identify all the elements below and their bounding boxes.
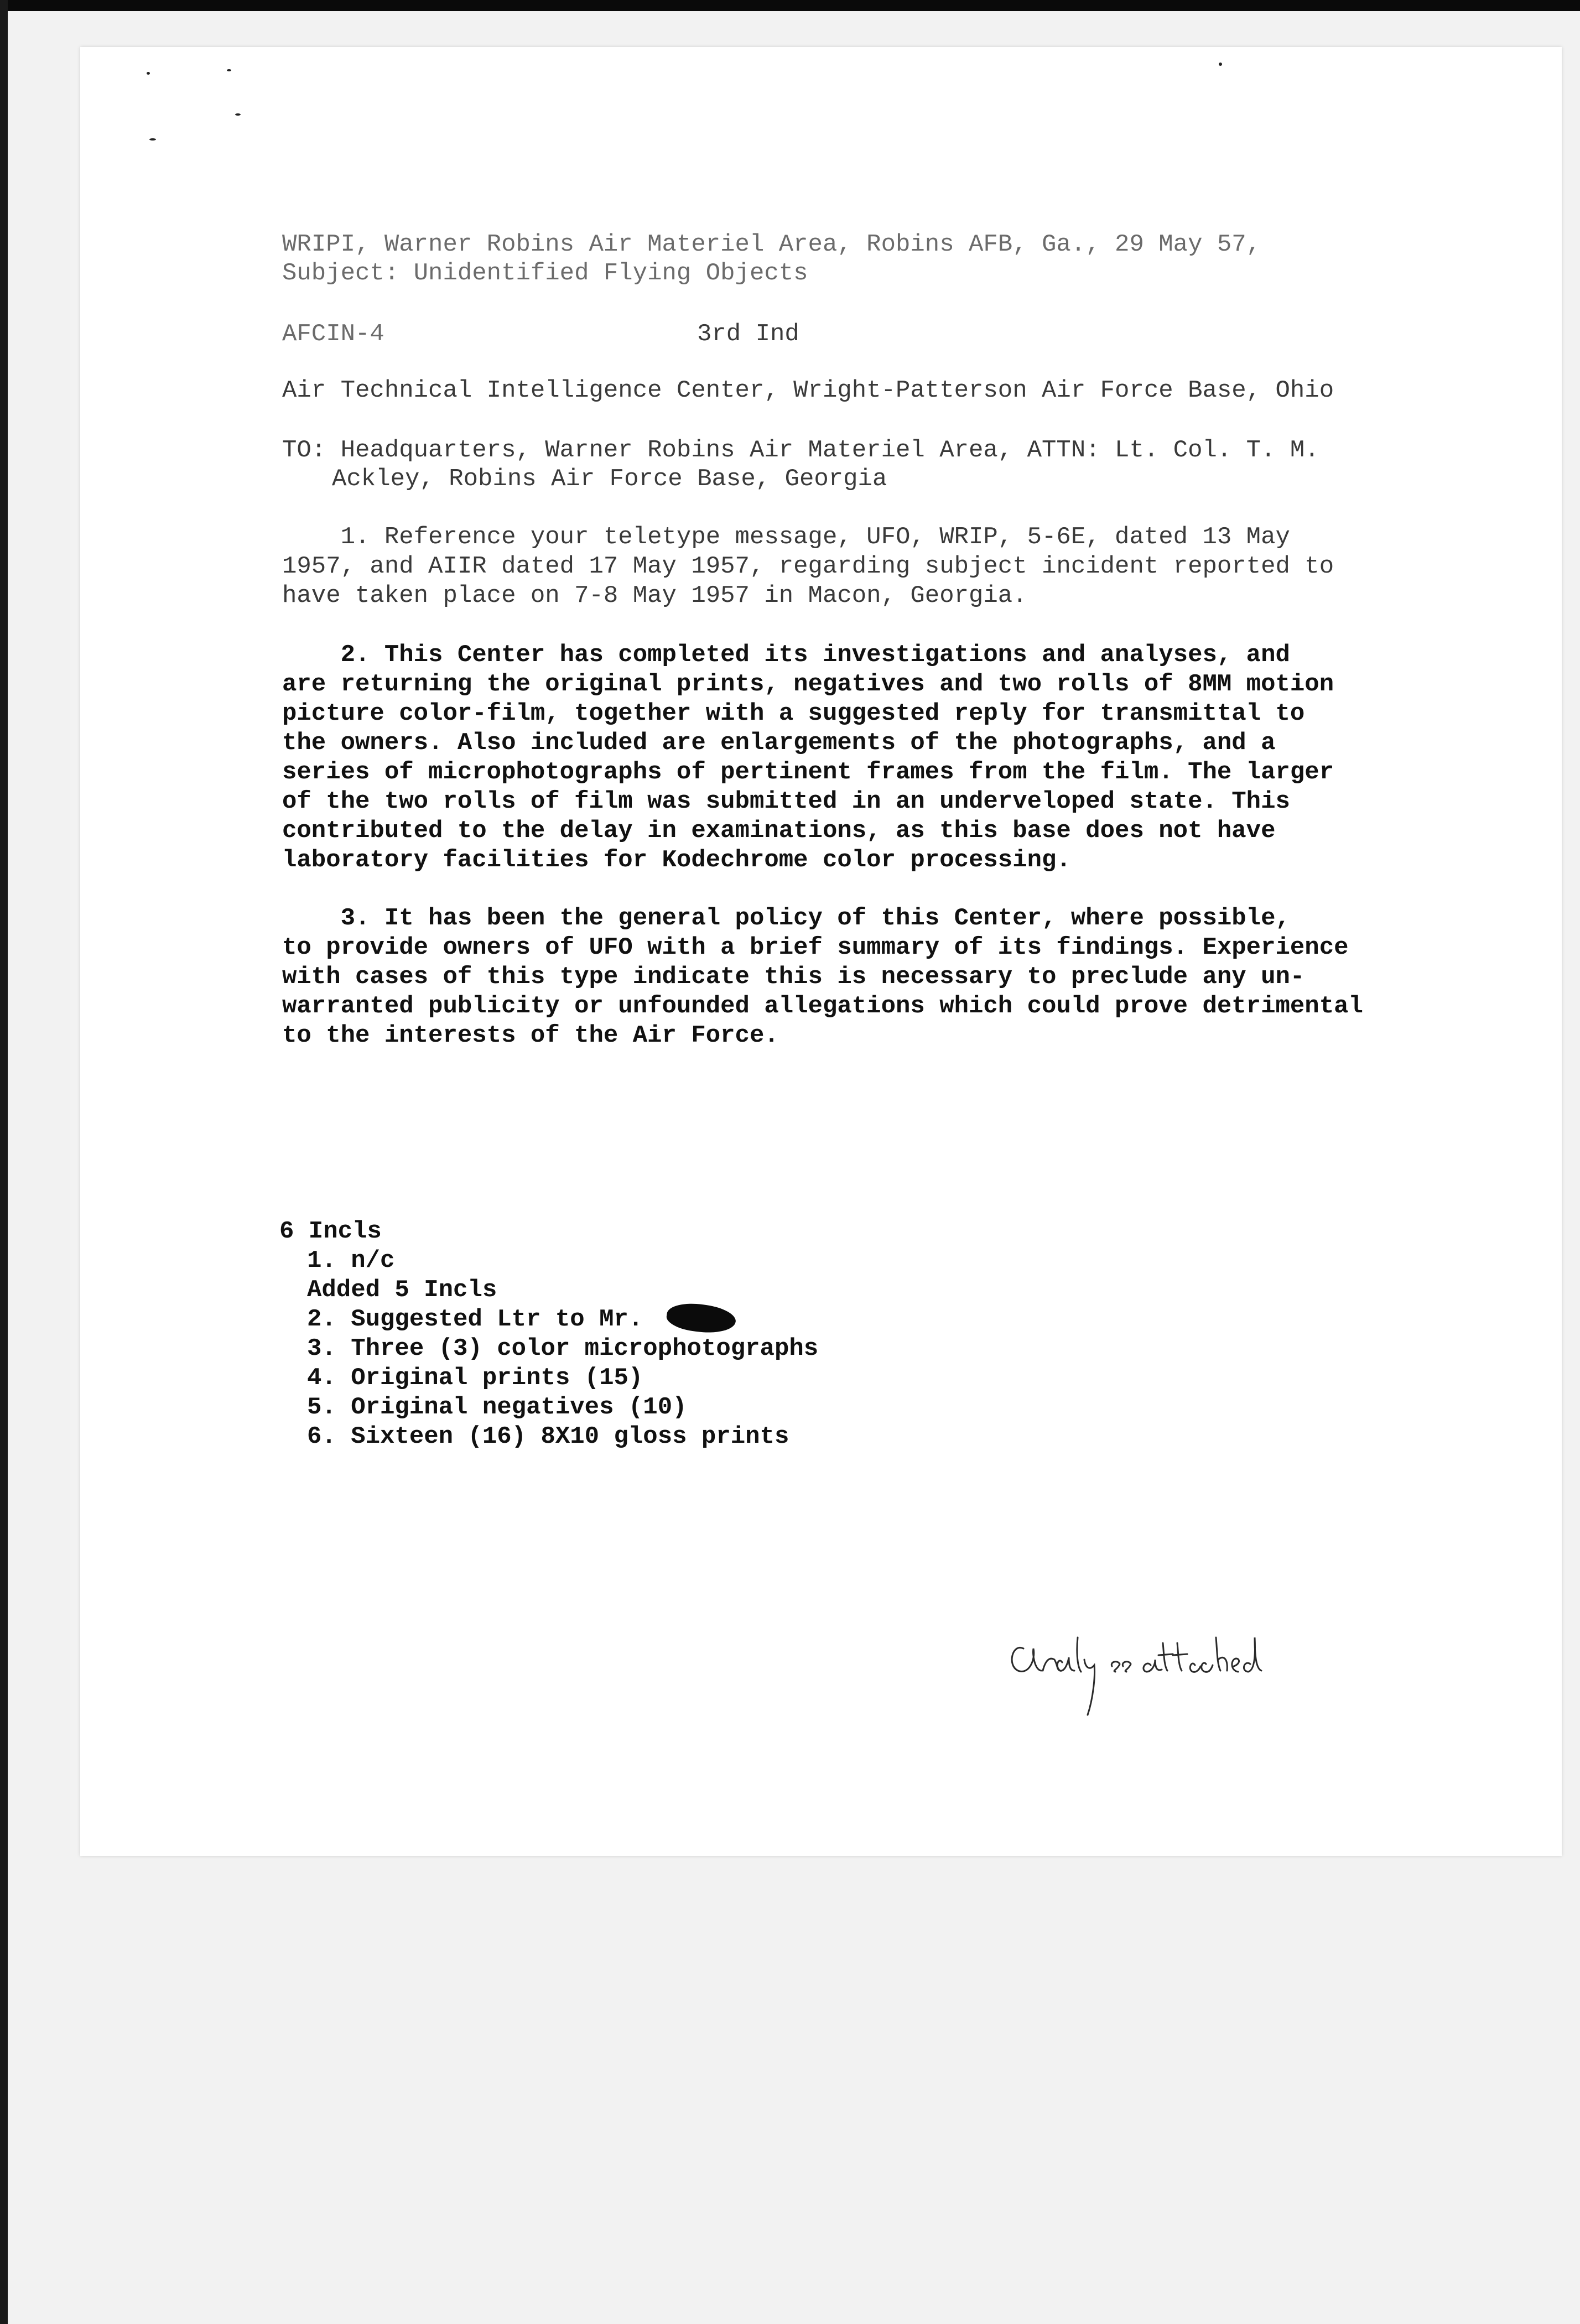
paragraph-2-line-5: series of microphotographs of pertinent frames from the film. The larger xyxy=(282,758,1334,786)
enclosure-item: 3. Three (3) color microphotographs xyxy=(307,1335,819,1363)
paragraph-1-line-1: 1. Reference your teletype message, UFO, WRIP, 5-6E, dated 13 May xyxy=(282,523,1290,551)
paragraph-3-line-3: with cases of this type indicate this is necessary to preclude any un- xyxy=(282,963,1305,991)
to-line-1: TO: Headquarters, Warner Robins Air Materiel Area, ATTN: Lt. Col. T. M. xyxy=(282,436,1319,464)
paragraph-3-line-5: to the interests of the Air Force. xyxy=(282,1022,779,1049)
scan-speck xyxy=(227,69,231,71)
paragraph-2-line-7: contributed to the delay in examinations, as this base does not have xyxy=(282,817,1276,845)
enclosure-item: 6. Sixteen (16) 8X10 gloss prints xyxy=(307,1423,789,1450)
scan-speck xyxy=(1219,63,1222,66)
scan-speck xyxy=(147,72,150,75)
paragraph-3-line-4: warranted publicity or unfounded allegations which could prove detrimental xyxy=(282,992,1363,1020)
from-line: Air Technical Intelligence Center, Wright-Patterson Air Force Base, Ohio xyxy=(282,377,1334,404)
paragraph-2-line-4: the owners. Also included are enlargements of the photographs, and a xyxy=(282,729,1276,757)
paragraph-3-line-1: 3. It has been the general policy of this Center, where possible, xyxy=(282,904,1290,932)
scan-left-edge xyxy=(0,0,8,2324)
enclosure-item: 1. n/c xyxy=(307,1247,395,1275)
paragraph-3-line-2: to provide owners of UFO with a brief summary of its findings. Experience xyxy=(282,934,1349,961)
enclosures-heading: 6 Incls xyxy=(279,1218,382,1245)
enclosure-item: 2. Suggested Ltr to Mr. xyxy=(307,1306,643,1333)
enclosure-item: Added 5 Incls xyxy=(307,1276,497,1304)
indorsement-label: 3rd Ind xyxy=(697,320,799,348)
paragraph-1-line-3: have taken place on 7-8 May 1957 in Macon, Georgia. xyxy=(282,582,1027,610)
paragraph-2-line-8: laboratory facilities for Kodechrome color processing. xyxy=(282,846,1071,874)
enclosure-item: 5. Original negatives (10) xyxy=(307,1394,687,1421)
reference-number: AFCIN-4 xyxy=(282,320,384,348)
paragraph-1-line-2: 1957, and AIIR dated 17 May 1957, regarding subject incident reported to xyxy=(282,553,1334,580)
handwritten-annotation xyxy=(1001,1604,1333,1737)
paragraph-2-line-1: 2. This Center has completed its investigations and analyses, and xyxy=(282,641,1290,669)
document-subject: Subject: Unidentified Flying Objects xyxy=(282,259,808,287)
paragraph-2-line-3: picture color-film, together with a suggested reply for transmittal to xyxy=(282,700,1305,727)
scan-top-edge xyxy=(0,0,1580,11)
paragraph-2-line-6: of the two rolls of film was submitted in an underveloped state. This xyxy=(282,788,1290,815)
paragraph-2-line-2: are returning the original prints, negatives and two rolls of 8MM motion xyxy=(282,670,1334,698)
scan-speck xyxy=(235,113,241,116)
to-line-2: Ackley, Robins Air Force Base, Georgia xyxy=(332,465,887,493)
document-header-line: WRIPI, Warner Robins Air Materiel Area, Robins AFB, Ga., 29 May 57, xyxy=(282,231,1261,258)
enclosure-item: 4. Original prints (15) xyxy=(307,1364,643,1392)
scan-speck xyxy=(149,138,156,141)
